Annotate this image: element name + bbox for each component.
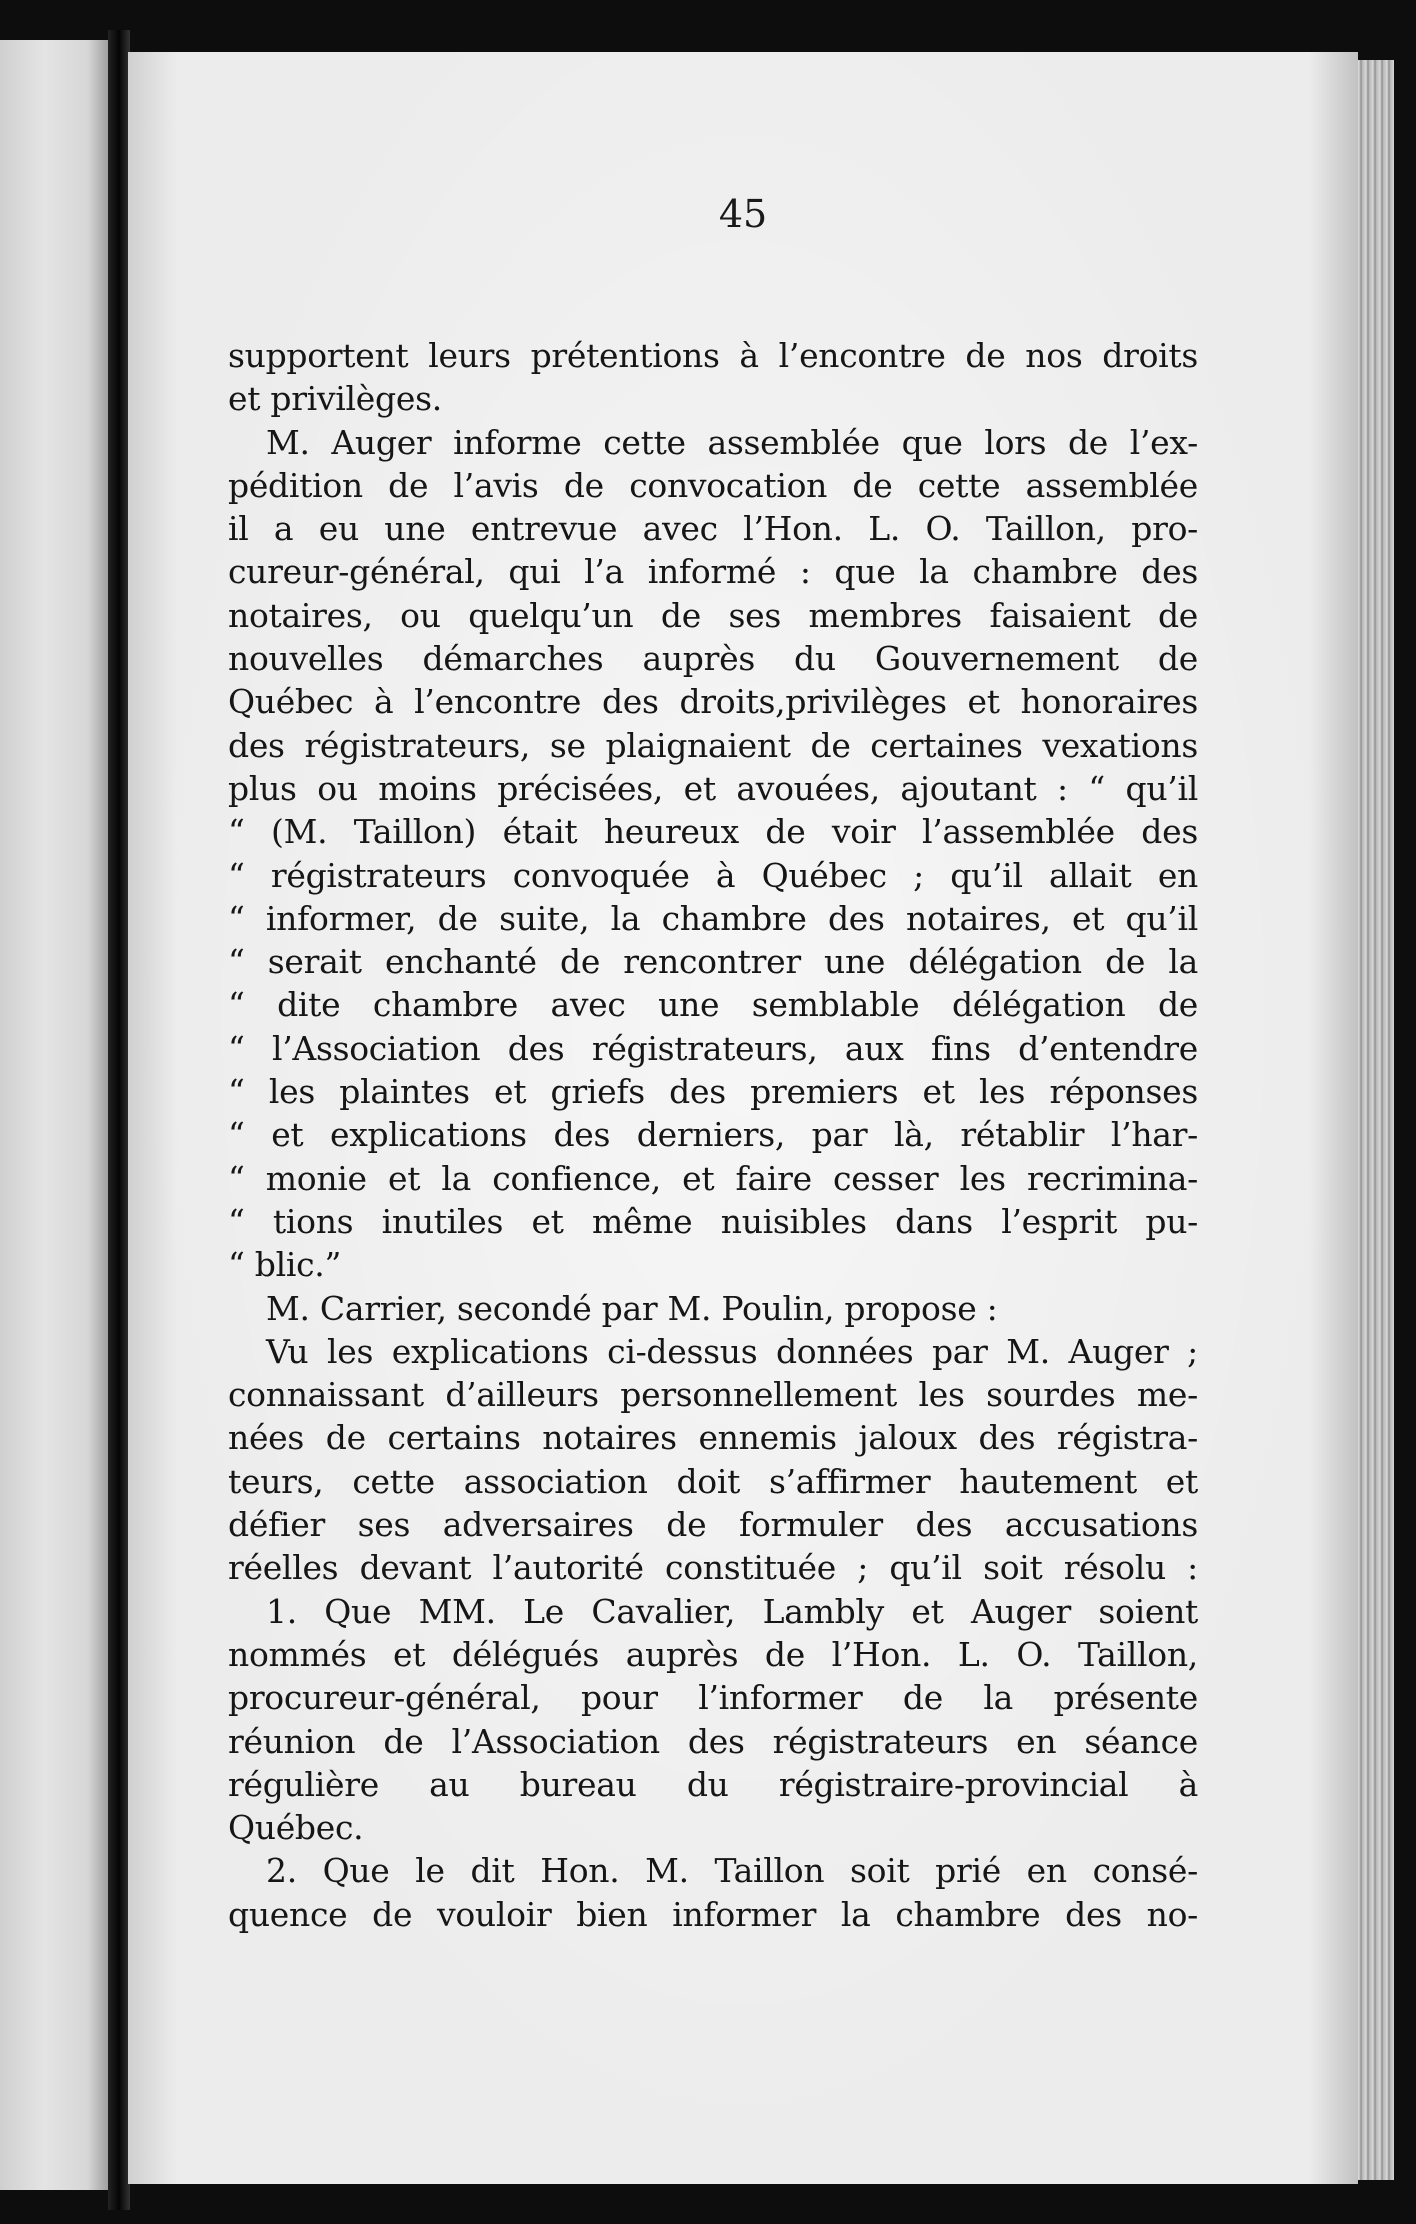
text-line: “ (M. Taillon) était heureux de voir l’assemblée des	[228, 812, 1198, 852]
text-line: “ régistrateurs convoquée à Québec ; qu’il allait en	[228, 855, 1198, 895]
text-line: défier ses adversaires de formuler des accusations	[228, 1505, 1198, 1545]
text-line: 2. Que le dit Hon. M. Taillon soit prié en consé-	[266, 1851, 1198, 1891]
text-line: “ informer, de suite, la chambre des notaires, et qu’il	[228, 898, 1198, 938]
page-number: 45	[718, 192, 768, 236]
text-line: des régistrateurs, se plaignaient de certaines vexations	[228, 725, 1198, 765]
text-line: connaissant d’ailleurs personnellement les sourdes me-	[228, 1375, 1198, 1415]
page-stack-edge	[1356, 60, 1394, 2180]
text-line: nouvelles démarches auprès du Gouvernement de	[228, 639, 1198, 679]
text-line: “ l’Association des régistrateurs, aux fins d’entendre	[228, 1028, 1198, 1068]
text-line: cureur-général, qui l’a informé : que la chambre des	[228, 552, 1198, 592]
text-line: nommés et délégués auprès de l’Hon. L. O. Taillon,	[228, 1634, 1198, 1674]
text-line: “ monie et la confience, et faire cesser les recrimina-	[228, 1158, 1198, 1198]
text-line: teurs, cette association doit s’affirmer hautement et	[228, 1461, 1198, 1501]
text-line: supportent leurs prétentions à l’encontre de nos droits	[228, 336, 1198, 375]
text-line: réunion de l’Association des régistrateurs en séance	[228, 1721, 1198, 1761]
text-line: procureur-général, pour l’informer de la présente	[228, 1678, 1198, 1718]
text-line: “ blic.”	[228, 1245, 342, 1285]
text-line: Vu les explications ci-dessus données par M. Auger ;	[266, 1331, 1198, 1371]
text-line: Québec.	[228, 1808, 364, 1848]
text-line: “ dite chambre avec une semblable délégation de	[228, 985, 1198, 1025]
text-line: M. Auger informe cette assemblée que lors de l’ex-	[266, 422, 1198, 462]
text-line: Québec à l’encontre des droits,privilèges et honoraires	[228, 682, 1198, 722]
text-line: 1. Que MM. Le Cavalier, Lambly et Auger soient	[266, 1591, 1198, 1631]
text-line: et privilèges.	[228, 379, 442, 419]
text-line: nées de certains notaires ennemis jaloux des régistra-	[228, 1418, 1198, 1458]
text-line: quence de vouloir bien informer la chambre des no-	[228, 1894, 1198, 1934]
text-line: M. Carrier, secondé par M. Poulin, propose :	[266, 1288, 998, 1328]
text-line: il a eu une entrevue avec l’Hon. L. O. Taillon, pro-	[228, 509, 1198, 549]
text-line: pédition de l’avis de convocation de cette assemblée	[228, 465, 1198, 505]
text-line: “ serait enchanté de rencontrer une délégation de la	[228, 942, 1198, 982]
book-gutter	[108, 30, 130, 2210]
text-line: “ les plaintes et griefs des premiers et les réponses	[228, 1072, 1198, 1112]
text-line: réelles devant l’autorité constituée ; qu’il soit résolu :	[228, 1548, 1198, 1588]
text-line: “ tions inutiles et même nuisibles dans l’esprit pu-	[228, 1201, 1198, 1241]
body-text	[228, 334, 1198, 1936]
book-page	[128, 52, 1358, 2184]
text-line: “ et explications des derniers, par là, rétablir l’har-	[228, 1115, 1198, 1155]
text-line: régulière au bureau du régistraire-provincial à	[228, 1764, 1198, 1804]
text-line: notaires, ou quelqu’un de ses membres faisaient de	[228, 595, 1198, 635]
previous-page-edge	[0, 40, 110, 2190]
text-line: plus ou moins précisées, et avouées, ajoutant : “ qu’il	[228, 768, 1198, 808]
